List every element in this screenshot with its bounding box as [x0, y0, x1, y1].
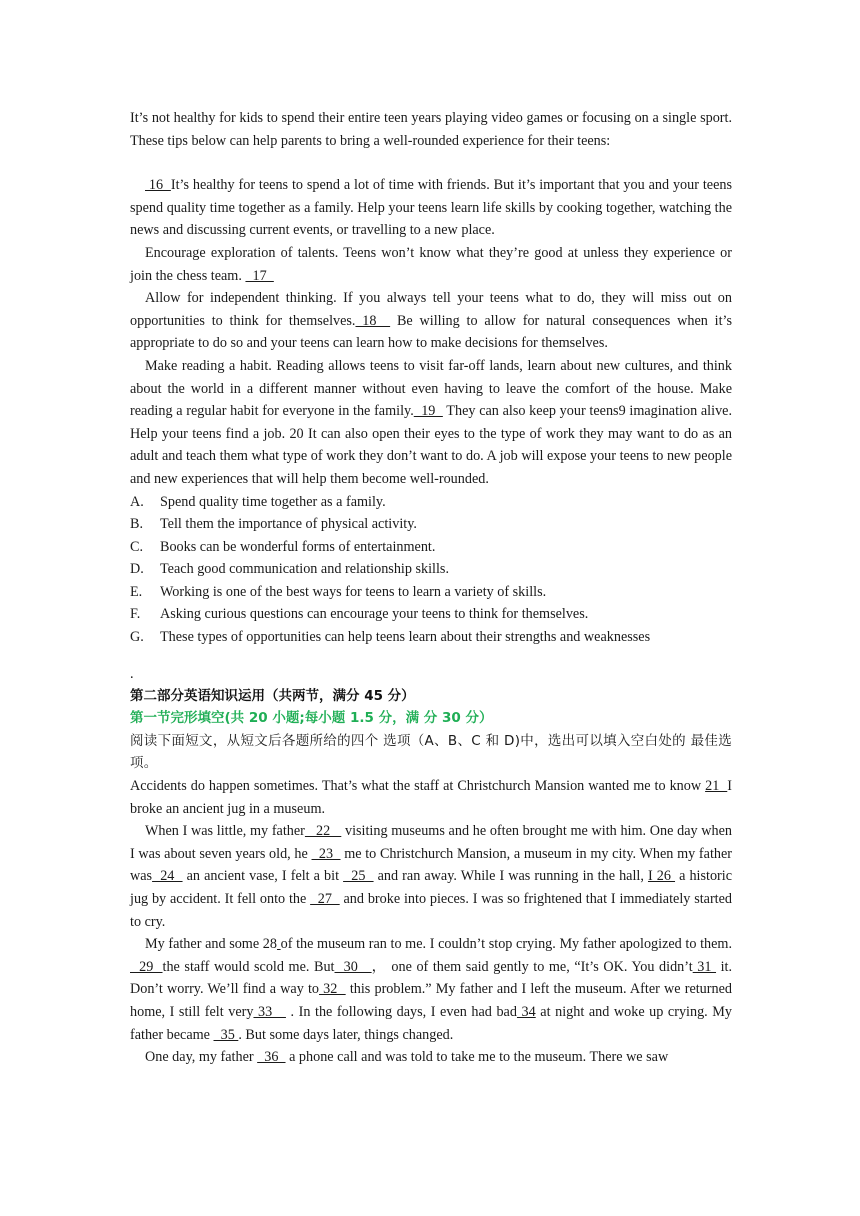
blank-33[interactable]: 33	[253, 1003, 286, 1020]
cloze-text: the staff would scold me. But	[162, 958, 335, 975]
blank-29[interactable]: 29	[130, 958, 163, 975]
paragraph-19-text-b: They can also keep your teens9 imagination alive. Help your teens find a job. 20 It can also open their eyes to the type of work they may want to do as an adult and teach them what type of work they don’t want to do. A job will expose your teens to new people and new experiences that will help them become well-rounded.	[130, 403, 733, 487]
option-e[interactable]	[130, 581, 732, 604]
paragraph-16-text: It’s healthy for teens to spend a lot of time with friends. But it’s important that you and your teens spend quality time together as a family. Help your teens learn life skills by cooking together, watching the news and discussing current events, or travelling to a new place.	[130, 177, 732, 239]
option-letter: D.	[130, 561, 144, 578]
option-b[interactable]	[130, 513, 732, 536]
blank-16[interactable]: 16	[145, 177, 171, 194]
part-two-title: 第二部分英语知识运用（共两节，满分 45 分）	[130, 687, 415, 704]
blank-17[interactable]: 17	[245, 267, 274, 284]
cloze-paragraph-1	[130, 775, 732, 820]
cloze-text: Accidents do happen sometimes. That’s what the staff at Christchurch Mansion wanted me to know	[130, 778, 706, 795]
paragraph-18-text-b: Be willing to allow for natural consequences when it’s appropriate to do so and your teens can learn how to make decisions for themselves.	[130, 312, 733, 352]
cloze-text: When I was little, my father	[145, 823, 305, 840]
blank-24[interactable]: 24	[152, 868, 183, 885]
cloze-text: me to Christchurch Mansion, a museum in my city. When my father was	[130, 845, 733, 885]
blank-22[interactable]: 22	[304, 823, 342, 840]
cloze-paragraph-3	[130, 933, 732, 1046]
blank-18[interactable]: 18	[355, 312, 391, 329]
cloze-text: . In the following days, I even had bad	[285, 1003, 517, 1020]
option-c[interactable]	[130, 536, 732, 559]
cloze-text: and broke into pieces. I was so frightened that I immediately started to cry.	[130, 891, 733, 930]
cloze-text: . But some days later, things changed.	[238, 1026, 454, 1043]
paragraph-16	[130, 174, 732, 242]
option-text: Teach good communication and relationship skills.	[160, 561, 450, 578]
option-text: Tell them the importance of physical activity.	[160, 516, 417, 533]
cloze-text: ， one of them said gently to me, “It’s OK. You didn’t	[371, 958, 693, 975]
cloze-text: a phone call and was told to take me to the museum. There we saw	[285, 1049, 669, 1066]
option-letter: E.	[130, 583, 143, 600]
cloze-text: this problem.” My father and I left the museum. After we returned home, I still felt very	[130, 981, 732, 1020]
blank-31[interactable]: 31	[692, 958, 717, 975]
option-text: Books can be wonderful forms of entertainment.	[160, 538, 436, 555]
paragraph-18	[130, 287, 732, 355]
paragraph-17-text: Encourage exploration of talents. Teens won’t know what they’re good at unless they experience or join the chess team.	[130, 244, 732, 284]
option-text: These types of opportunities can help teens learn about their strengths and weaknesses	[160, 629, 651, 646]
paragraph-19	[130, 355, 732, 491]
cloze-text: a historic jug by accident. It fell onto the	[130, 868, 733, 907]
section-one-title: 第一节完形填空(共 20 小题;每小题 1.5 分，满 分 30 分）	[130, 710, 493, 727]
blank-36[interactable]: 36	[257, 1049, 286, 1066]
stray-period: .	[130, 665, 134, 682]
blank-21[interactable]: 21	[705, 778, 728, 795]
option-a[interactable]	[130, 491, 732, 514]
cloze-text: it. Don’t worry. We’ll find a way to	[130, 958, 733, 998]
option-text: Working is one of the best ways for teens to learn a variety of skills.	[160, 583, 547, 600]
cloze-text: I broke an ancient jug in a museum.	[130, 778, 732, 817]
cloze-text: at night and woke up crying. My father became	[130, 1003, 733, 1043]
option-f[interactable]	[130, 603, 732, 626]
paragraph-19-text-a: Make reading a habit. Reading allows teens to visit far-off lands, learn about new cultures, and think about the world in a different manner without even having to leave the comfort of the house. Make reading a regular habit for everyone in the family.	[130, 357, 732, 420]
cloze-text: of the museum ran to me. I couldn’t stop crying. My father apologized to them.	[280, 936, 732, 953]
option-text: Asking curious questions can encourage your teens to think for themselves.	[160, 606, 589, 623]
cloze-instruction: 阅读下面短文，从短文后各题所给的四个 选项（A、B、C 和 D)中，选出可以填入空白处的 最佳选项。	[130, 732, 732, 772]
cloze-text: an ancient vase, I felt a bit	[182, 868, 344, 885]
spacer	[130, 152, 732, 174]
blank-34[interactable]: 34	[516, 1003, 536, 1020]
paragraph-17	[130, 242, 732, 287]
blank-35[interactable]: 35	[213, 1026, 239, 1043]
option-g[interactable]	[130, 626, 732, 649]
option-letter: F.	[130, 606, 141, 623]
option-letter: A.	[130, 493, 144, 510]
blank-23[interactable]: 23	[311, 845, 341, 862]
blank-25[interactable]: 25	[343, 868, 374, 885]
cloze-text: and ran away. While I was running in the hall,	[373, 868, 648, 885]
document-page	[130, 107, 732, 1069]
blank-26[interactable]: I 26	[647, 868, 676, 885]
cloze-text: One day, my father	[145, 1049, 258, 1066]
option-letter: B.	[130, 516, 144, 533]
options-list	[130, 491, 732, 649]
blank-32[interactable]: 32	[319, 981, 346, 998]
cloze-paragraph-2	[130, 820, 732, 933]
cloze-text: My father and some 28	[145, 936, 277, 953]
cloze-paragraph-4	[130, 1046, 732, 1069]
option-text: Spend quality time together as a family.	[160, 493, 386, 510]
blank-19[interactable]: 19	[413, 403, 443, 420]
blank-27[interactable]: 27	[310, 891, 340, 907]
reading-intro: It’s not healthy for kids to spend their entire teen years playing video games or focusing on a single sport. These tips below can help parents to bring a well-rounded experience for their teens:	[130, 110, 732, 149]
paragraph-18-text-a: Allow for independent thinking. If you always tell your teens what to do, they will miss out on opportunities to think for themselves.	[130, 290, 732, 329]
option-d[interactable]	[130, 558, 732, 581]
option-letter: G.	[130, 629, 144, 646]
cloze-text: visiting museums and he often brought me with him. One day when I was about seven years old, he	[130, 823, 733, 862]
blank-30[interactable]: 30	[334, 958, 372, 975]
option-letter: C.	[130, 538, 144, 555]
